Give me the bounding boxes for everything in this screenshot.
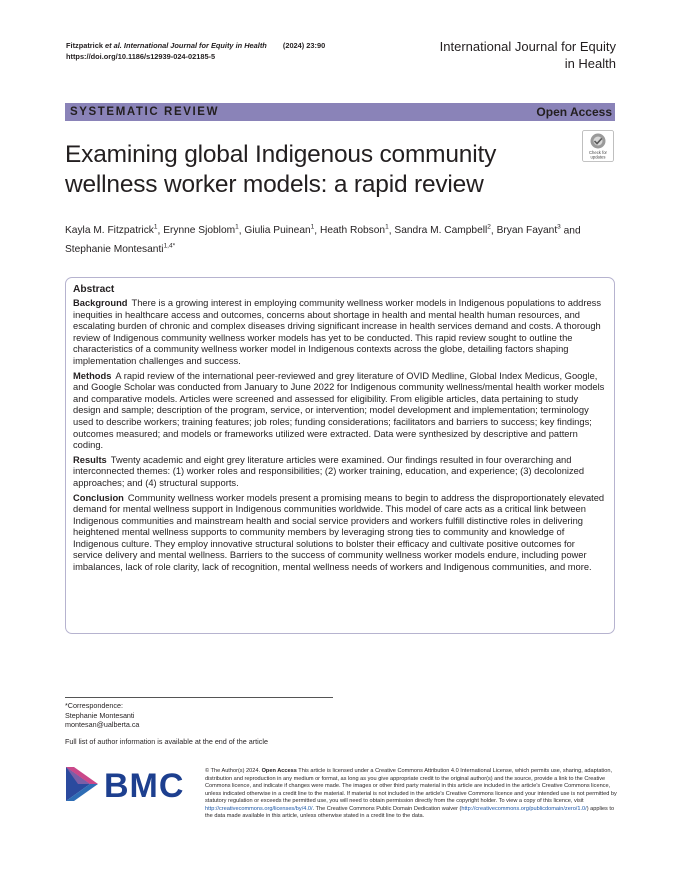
public-domain-link[interactable]: http://creativecommons.org/publicdomain/zero/1.0/	[461, 805, 587, 812]
author[interactable]: Heath Robson$^1$	[319, 224, 389, 237]
license-link[interactable]: http://creativecommons.org/licenses/by/4.0/	[205, 805, 313, 812]
author-info-note: Full list of author information is available at the end of the article	[65, 737, 268, 746]
author[interactable]: Sandra M. Campbell$^2$	[394, 224, 491, 237]
check-for-label: Check for	[589, 150, 607, 155]
author[interactable]: Stephanie Montesanti$^{1,4*}$	[65, 242, 176, 255]
journal-name-line2: in Health	[564, 56, 616, 71]
author-list: Kayla M. Fitzpatrick$^1$, Erynne Sjoblom$^1$, Giulia Puinean$^1$, Heath Robson$^1$, Sandra M. Campbell$^2$, Bryan Fayant$^3$ and Stephanie Montesanti$^{1,4*}$	[65, 224, 581, 255]
running-header	[66, 40, 325, 62]
author[interactable]: Bryan Fayant$^3$	[496, 224, 561, 237]
article-title	[65, 140, 565, 200]
author[interactable]: Erynne Sjoblom$^1$	[163, 224, 239, 237]
correspondence-email[interactable]: montesan@ualberta.ca	[65, 720, 140, 729]
title-line1: Examining global Indigenous community	[65, 141, 497, 168]
abstract-conclusion: Conclusion Community wellness worker models present a promising means to begin to address the disproportionately elevated demand for mental wellness support in Indigenous communities worldwide. This model of care acts as a critical link between Indigenous communities and mainstream health and social service providers and workers fulfill distinctive roles in delivering heightened mental wellness supports to community members by leveraging strong ties to community and knowledge of Indigenous culture. They employ innovative structural solutions to bolster their efficacy and cultivate positive outcomes for service delivery and mental wellness. Barriers to the success of community wellness worker models endure, including power imbalances, lack of role clarity, lack of recognition, mental wellness needs of workers and Indigenous communities, and more.	[73, 492, 605, 573]
license-statement: © The Author(s) 2024. Open Access This article is licensed under a Creative Commons Attribution 4.0 International License, which permits use, sharing, adaptation, distribution and reproduction in any medium or format, as long as you give appropriate credit to the original author(s) and the source, provide a link to the Creative Commons licence, and indicate if changes were made. The images or other third party material in this article are included in the article's Creative Commons licence, unless indicated otherwise in a credit line to the material. If material is not included in the article's Creative Commons licence and your intended use is not permitted by statutory regulation or exceeds the permitted use, you will need to obtain permission directly from the copyright holder. To view a copy of this licence, visit http://creativecommons.org/licenses/by/4.0/. The Creative Commons Public Domain Dedication waiver (http://creativecommons.org/publicdomain/zero/1.0/) applies to the data made available in this article, unless otherwise stated in a credit line to the data.	[205, 768, 617, 819]
correspondence-name: Stephanie Montesanti	[65, 710, 135, 720]
abstract-results: Results Twenty academic and eight grey literature articles were examined. Our findings resulted in four overarching and interconnected themes: (1) worker roles and responsibilities; (2) worker training, education, and experience; (3) decolonized approaches; and (4) structural supports.	[73, 454, 585, 488]
correspondence-label: *Correspondence:	[65, 701, 123, 710]
abstract-box	[65, 277, 615, 634]
open-access-label: Open Access	[536, 105, 612, 119]
abstract-heading: Abstract	[73, 284, 115, 295]
author[interactable]: Kayla M. Fitzpatrick$^1$	[65, 224, 158, 237]
header-volume: (2024) 23:90	[282, 41, 326, 50]
correspondence	[65, 701, 139, 730]
article-type-label: SYSTEMATIC REVIEW	[70, 106, 220, 118]
check-for-updates-icon[interactable]	[582, 130, 614, 162]
updates-label: updates	[590, 154, 606, 160]
bmc-logo-text: BMC	[104, 767, 185, 804]
header-doi[interactable]: https://doi.org/10.1186/s12939-024-02185-5	[66, 52, 216, 61]
header-citation: Fitzpatrick et al. International Journal for Equity in Health	[66, 41, 267, 50]
abstract-methods: Methods A rapid review of the international peer-reviewed and grey literature of OVID Medline, Global Index Medicus, Google, and Google Scholar was conducted from January to June 2022 for Indigenous community wellness/mental health worker models and comparative models. Articles were screened and assessed for eligibility. From eligible articles, data pertaining to study design and sample; description of the program, service, or intervention; model development and implementation; terminology used to describe workers; training features; job roles; funding considerations; facilitators and barriers to success; key findings; outcomes measured; and models or frameworks utilized were extracted. Data were synthesized by descriptive and pattern coding.	[73, 370, 605, 451]
footnote-divider	[65, 697, 333, 698]
author[interactable]: Giulia Puinean$^1$	[244, 224, 315, 237]
journal-name-line1: International Journal for Equity	[439, 39, 616, 54]
abstract-background: Background There is a growing interest in employing community wellness worker models in Indigenous populations to address inequities in healthcare access and outcomes, concerns about shortage in health and mental health human resources, and escalating burden of chronic and complex diseases driving significant increase in health services demand and costs. A thorough review of Indigenous community wellness worker models has yet to be conducted. This rapid review sought to outline the characteristics of a community wellness worker model in Indigenous contexts across the globe, detailing factors shaping implementation challenges and success.	[73, 298, 602, 366]
journal-name	[396, 38, 616, 72]
bmc-logo	[66, 764, 196, 804]
title-line2: wellness worker models: a rapid review	[65, 171, 484, 198]
